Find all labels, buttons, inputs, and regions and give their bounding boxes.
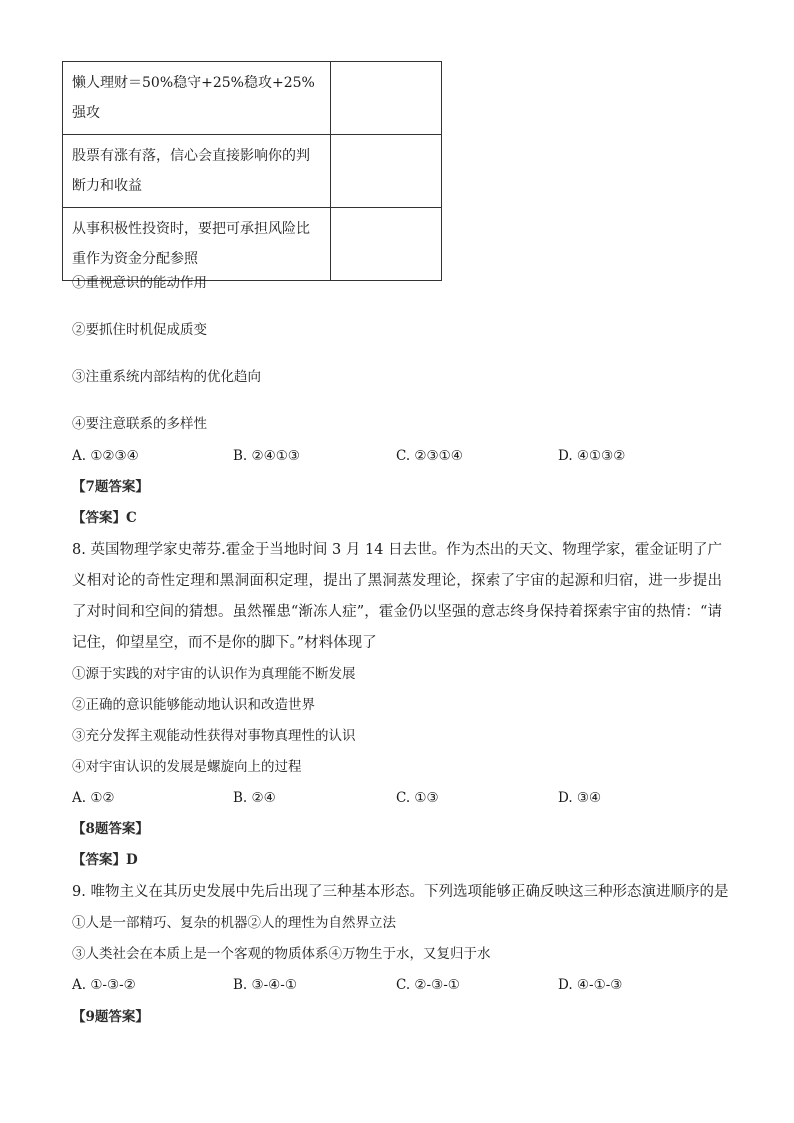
q7-option-d: D. ④①③② [558, 448, 626, 464]
q7-option-b: B. ②④①③ [233, 448, 300, 464]
q8-answer-header: 【8题答案】 [72, 821, 149, 837]
q7-item-4: ④要注意联系的多样性 [72, 416, 207, 432]
table-row [63, 208, 442, 281]
q8-answer: 【答案】D [72, 852, 138, 868]
q7-answer-header: 【7题答案】 [72, 479, 149, 495]
q8-option-a: A. ①② [72, 790, 115, 806]
q7-options [72, 446, 732, 466]
q8-stem: 8. 英国物理学家史蒂芬.霍金于当地时间 3 月 14 日去世。作为杰出的天文、物理学家，霍金证明了广义相对论的奇性定理和黑洞面积定理，提出了黑洞蒸发理论，探索了宇宙的起源和归宿，进一步提出了对时间和空间的猜想。虽然罹患“渐冻人症”，霍金仍以坚强的意志终身保持着探索宇宙的热情：“请记住，仰望星空，而不是你的脚下。”材料体现了 [72, 542, 722, 651]
q8-item-1: ①源于实践的对宇宙的认识作为真理能不断发展 [72, 666, 356, 682]
table-cell-empty [330, 135, 441, 208]
q7-item-3: ③注重系统内部结构的优化趋向 [72, 369, 261, 385]
q9-answer-header: 【9题答案】 [72, 1009, 149, 1025]
q8-options [72, 788, 732, 808]
q9-option-b: B. ③-④-① [233, 977, 297, 993]
q9-item-1: ①人是一部精巧、复杂的机器②人的理性为自然界立法 [72, 915, 396, 931]
q7-option-a: A. ①②③④ [72, 448, 139, 464]
q8-item-3: ③充分发挥主观能动性获得对事物真理性的认识 [72, 728, 356, 744]
q9-option-c: C. ②-③-① [396, 977, 460, 993]
table-cell: 懒人理财＝50%稳守+25%稳攻+25%强攻 [63, 62, 331, 135]
q8-item-4: ④对宇宙认识的发展是螺旋向上的过程 [72, 759, 302, 775]
q9-option-d: D. ④-①-③ [558, 977, 623, 993]
q8-option-c: C. ①③ [396, 790, 439, 806]
q9-item-2: ③人类社会在本质上是一个客观的物质体系④万物生于水，又复归于水 [72, 946, 491, 962]
q9-options [72, 975, 732, 995]
q7-option-c: C. ②③①④ [396, 448, 463, 464]
q9-option-a: A. ①-③-② [72, 977, 136, 993]
strategy-table [62, 61, 442, 281]
table-cell: 股票有涨有落，信心会直接影响你的判断力和收益 [63, 135, 331, 208]
q7-item-1: ①重视意识的能动作用 [72, 275, 207, 291]
table-row [63, 135, 442, 208]
q8-option-d: D. ③④ [558, 790, 602, 806]
q7-answer: 【答案】C [72, 510, 137, 526]
q8-option-b: B. ②④ [233, 790, 276, 806]
table-row [63, 62, 442, 135]
q8-item-2: ②正确的意识能够能动地认识和改造世界 [72, 697, 315, 713]
table-cell-empty [330, 208, 441, 281]
q7-item-2: ②要抓住时机促成质变 [72, 322, 207, 338]
table-cell: 从事积极性投资时，要把可承担风险比重作为资金分配参照 [63, 208, 331, 281]
table-cell-empty [330, 62, 441, 135]
q9-stem: 9. 唯物主义在其历史发展中先后出现了三种基本形态。下列选项能够正确反映这三种形态演进顺序的是 [72, 884, 729, 900]
